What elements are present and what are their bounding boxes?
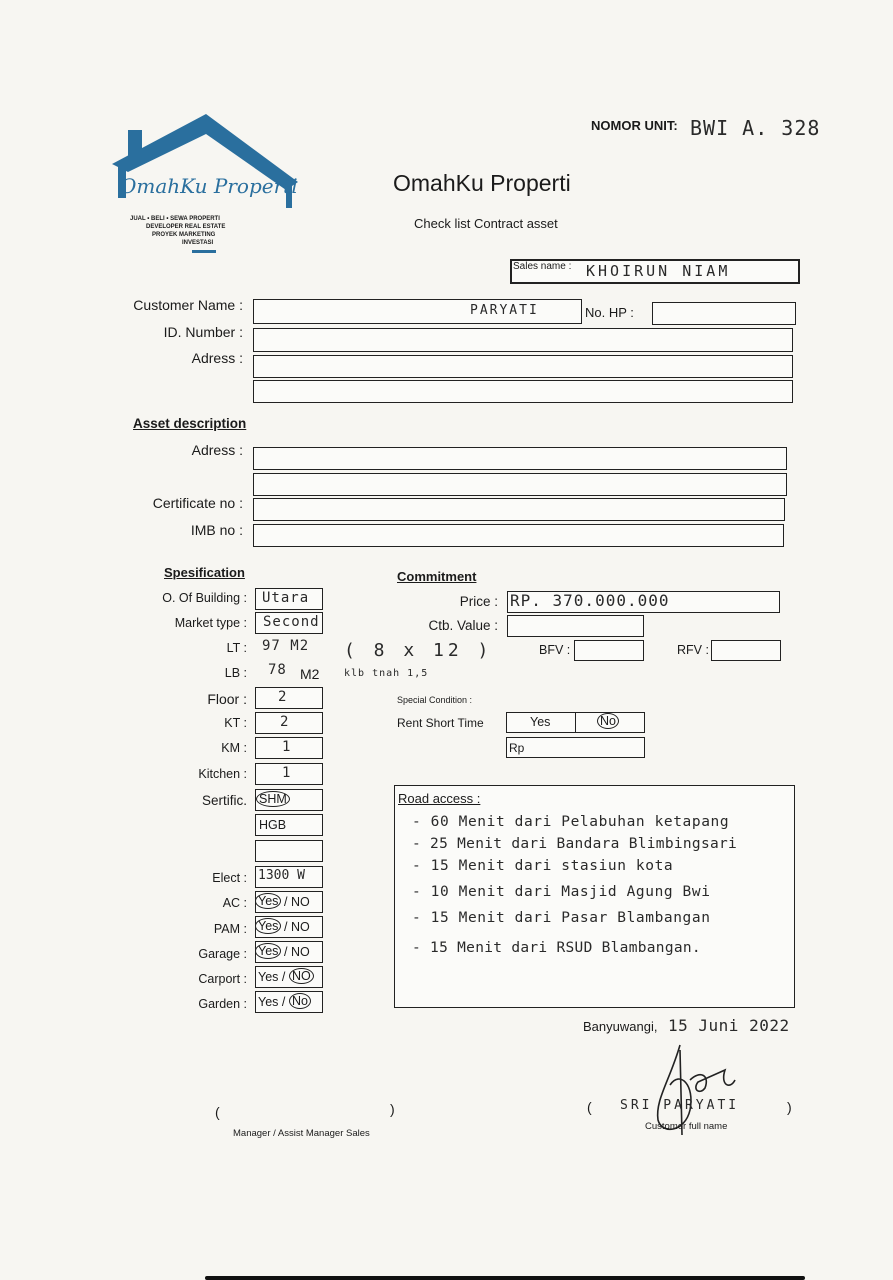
special-condition-label: Special Condition : (397, 695, 473, 705)
rent-short-time-label: Rent Short Time (397, 716, 484, 730)
price-value: RP. 370.000.000 (510, 591, 670, 610)
rent-amount-field[interactable] (506, 737, 645, 758)
customer-name-value: PARYATI (470, 303, 539, 318)
rent-yes-option[interactable]: Yes (530, 715, 551, 729)
id-number-field[interactable] (253, 328, 793, 352)
page-subtitle: Check list Contract asset (414, 216, 558, 231)
logo-underline (192, 250, 216, 253)
lb-label: LB : (224, 666, 247, 680)
kitchen-label: Kitchen : (198, 767, 247, 781)
manager-signature-label: Manager / Assist Manager Sales (233, 1128, 370, 1139)
logo-line-4: INVESTASI (182, 240, 214, 246)
logo-name: OmahKu Properti (120, 174, 298, 198)
orientation-label: O. Of Building : (162, 591, 247, 605)
floor-label: Floor : (207, 691, 247, 707)
elect-value: 1300 W (258, 868, 305, 883)
road-access-heading: Road access : (398, 791, 481, 806)
floor-value: 2 (278, 689, 288, 705)
customer-close-paren: ) (787, 1099, 792, 1115)
sertific-label: Sertific. (201, 793, 247, 808)
certificate-no-label: Certificate no : (152, 495, 243, 511)
elect-label: Elect : (212, 871, 247, 885)
ac-label: AC : (222, 896, 247, 910)
sertific-hgb-option[interactable]: HGB (259, 818, 287, 832)
carport-label: Carport : (198, 972, 247, 986)
company-logo (108, 112, 303, 262)
manager-open-paren: ( (215, 1104, 220, 1120)
customer-signature-name: SRI PARYATI (620, 1098, 740, 1113)
orientation-value: Utara (262, 590, 310, 606)
ctb-value-field[interactable] (507, 615, 644, 637)
lb-unit: M2 (300, 666, 320, 682)
ac-yes-option[interactable]: Yes (255, 893, 281, 909)
rfv-label: RFV : (677, 643, 709, 657)
customer-open-paren: ( (587, 1099, 592, 1115)
logo-line-2: DEVELOPER REAL ESTATE (146, 224, 226, 230)
rent-no-option[interactable]: No (597, 713, 619, 729)
kt-label: KT : (224, 716, 247, 730)
km-value: 1 (282, 739, 292, 755)
page-title: OmahKu Properti (393, 170, 571, 196)
market-type-value: Second (263, 614, 320, 630)
nomor-unit-value: BWI A. 328 (690, 116, 821, 140)
garage-label: Garage : (198, 947, 247, 961)
km-label: KM : (221, 741, 247, 755)
no-hp-label: No. HP : (585, 305, 634, 320)
rent-rp-label: Rp (509, 741, 525, 755)
ctb-value-label: Ctb. Value : (428, 618, 498, 633)
customer-signature-label: Customer full name (645, 1121, 728, 1132)
ac-no-option[interactable]: / NO (284, 895, 310, 909)
kitchen-value: 1 (282, 765, 292, 781)
sign-date: 15 Juni 2022 (668, 1016, 790, 1035)
logo-line-3: PROYEK MARKETING (152, 232, 216, 238)
road-access-item: - 15 Menit dari RSUD Blambangan. (412, 940, 701, 956)
road-access-item: - 15 Menit dari Pasar Blambangan (412, 910, 711, 926)
customer-address-label: Adress : (191, 350, 243, 366)
bfv-label: BFV : (539, 643, 571, 657)
manager-close-paren: ) (390, 1101, 395, 1117)
sertific-shm-option[interactable]: SHM (256, 791, 290, 807)
lt-label: LT : (226, 641, 247, 655)
asset-address-field-2[interactable] (253, 473, 787, 496)
road-access-item: - 60 Menit dari Pelabuhan ketapang (412, 814, 730, 830)
road-access-item: - 10 Menit dari Masjid Agung Bwi (412, 884, 711, 900)
asset-address-field-1[interactable] (253, 447, 787, 470)
customer-address-field-2[interactable] (253, 380, 793, 403)
garden-label: Garden : (198, 997, 247, 1011)
carport-no-option[interactable]: NO (289, 968, 314, 984)
lb-note: klb tnah 1,5 (344, 668, 429, 679)
imb-no-field[interactable] (253, 524, 784, 547)
rfv-field[interactable] (711, 640, 781, 661)
certificate-no-field[interactable] (253, 498, 785, 521)
pam-no-option[interactable]: / NO (284, 920, 310, 934)
floor-field[interactable] (255, 687, 323, 709)
lb-value: 78 (268, 662, 287, 678)
id-number-label: ID. Number : (163, 324, 243, 340)
sales-name-label: Sales name : (513, 261, 572, 272)
sertific-other-field[interactable] (255, 840, 323, 862)
nomor-unit-label: NOMOR UNIT: (591, 118, 678, 133)
no-hp-field[interactable] (652, 302, 796, 325)
lt-dimensions: ( 8 x 12 ) (344, 640, 493, 661)
kt-value: 2 (280, 714, 290, 730)
carport-yes-option[interactable]: Yes / (258, 970, 286, 984)
customer-name-label: Customer Name : (133, 297, 243, 313)
sign-place: Banyuwangi, (583, 1019, 658, 1034)
garden-no-option[interactable]: No (289, 993, 311, 1009)
specification-heading: Spesification (164, 565, 245, 580)
pam-label: PAM : (213, 922, 247, 936)
price-label: Price : (459, 594, 498, 609)
road-access-item: - 15 Menit dari stasiun kota (412, 858, 674, 874)
asset-address-label: Adress : (191, 442, 243, 458)
sales-name-value: KHOIRUN NIAM (586, 262, 731, 280)
pam-yes-option[interactable]: Yes (255, 918, 281, 934)
garden-yes-option[interactable]: Yes / (258, 995, 286, 1009)
market-type-label: Market type : (174, 616, 247, 630)
road-access-item: - 25 Menit dari Bandara Blimbingsari (412, 836, 738, 852)
garage-no-option[interactable]: / NO (284, 945, 310, 959)
asset-description-heading: Asset description (133, 416, 247, 431)
scan-bottom-edge (205, 1276, 805, 1280)
bfv-field[interactable] (574, 640, 644, 661)
customer-address-field-1[interactable] (253, 355, 793, 378)
garage-yes-option[interactable]: Yes (255, 943, 281, 959)
commitment-heading: Commitment (397, 569, 477, 584)
lt-value: 97 M2 (262, 638, 310, 654)
imb-no-label: IMB no : (190, 522, 243, 538)
logo-line-1: JUAL • BELI • SEWA PROPERTI (130, 216, 220, 222)
